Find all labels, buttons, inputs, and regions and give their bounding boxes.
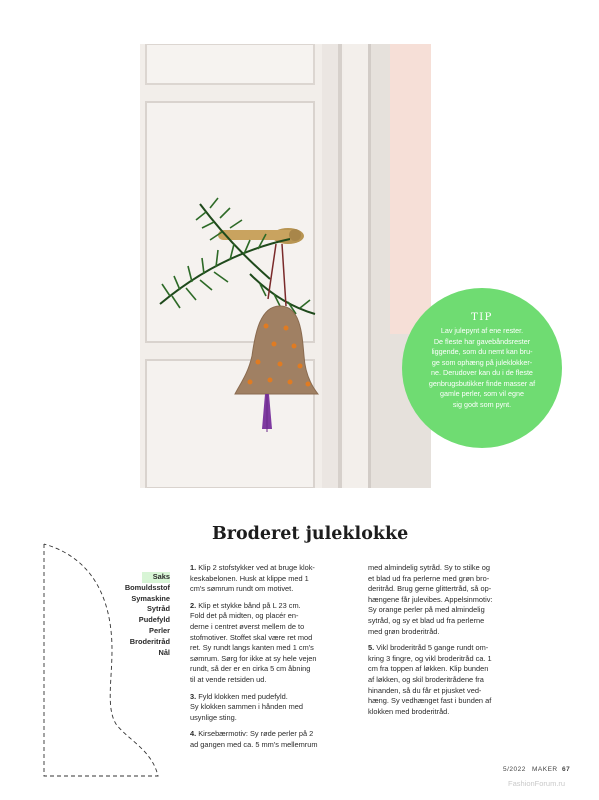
- step-line: rundt, så der er en cirka 5 cm åbning: [190, 664, 311, 674]
- tip-line: Lav julepynt af ene rester.: [440, 326, 524, 335]
- step-line: cm fra toppen af løkken. Klip bunden: [368, 664, 489, 674]
- tip-text: [416, 326, 548, 410]
- step-2: [190, 601, 362, 686]
- tip-line: genbrugsbutikker finde masser af: [428, 378, 536, 388]
- tip-line: gamle perler, som vil egne: [440, 389, 524, 398]
- material-item: Symaskine: [131, 593, 170, 603]
- step-line: keskabelonen. Husk at klippe med 1: [190, 573, 309, 583]
- step-line: kring 3 fingre, og vikl broderitråd ca. 1: [368, 653, 492, 663]
- footer-issue: 5/2022: [503, 766, 526, 773]
- instructions-column-2: [368, 563, 548, 723]
- step-line: Fyld klokken med pudefyld.: [198, 691, 288, 701]
- step-line: til at vende retsiden ud.: [190, 674, 267, 684]
- step-line: hængene får julevibes. Appelsinmotiv:: [368, 594, 493, 604]
- step-line: derne i centret øverst mellem de to: [190, 621, 305, 631]
- step-line: deritråd. Brug gerne glittertråd, så op-: [368, 584, 492, 594]
- step-line: cm's sømrum rundt om motivet.: [190, 584, 294, 594]
- step-line: af løkken, og skil broderitrådene fra: [368, 674, 484, 684]
- watermark: FashionForum.ru: [508, 779, 566, 788]
- article-title: Broderet juleklokke: [212, 524, 409, 544]
- step-number: 3.: [190, 691, 197, 701]
- tip-title: TIP: [471, 312, 493, 323]
- material-item: Bomuldsstof: [124, 582, 170, 592]
- step-line: ret. Sy rundt langs kanten med 1 cm's: [190, 643, 314, 653]
- step-line: hinanden, så du får et pjusket ved-: [368, 685, 482, 695]
- tip-line: ge som ophæng på juleklokker-: [431, 357, 533, 367]
- page-number: 67: [562, 766, 571, 773]
- step-line: Sy orange perler på med almindelig: [368, 605, 485, 615]
- footer-magazine: MAKER: [532, 766, 558, 773]
- step-line: stofmotiver. Stoffet skal være ret mod: [190, 632, 313, 642]
- step-line: klokken med broderitråd.: [368, 706, 450, 716]
- material-item: Sytråd: [146, 604, 170, 614]
- step-line: med grøn broderitråd.: [368, 626, 440, 636]
- step-line: Fold det på midten, og placér en-: [190, 611, 299, 621]
- step-number: 5.: [368, 643, 375, 653]
- step-number: 1.: [190, 563, 197, 572]
- step-5: [368, 643, 548, 717]
- material-item: Saks: [142, 572, 170, 583]
- step-line: sømrum. Sørg for ikke at sy hele vejen: [190, 653, 317, 663]
- step-line: med almindelig sytråd. Sy to stilke og: [368, 563, 490, 572]
- materials-list: [100, 572, 170, 658]
- step-1: [190, 563, 362, 595]
- step-number: 4.: [190, 729, 197, 739]
- tip-bubble: [402, 288, 562, 448]
- step-line: Klip 2 stofstykker ved at bruge klok-: [198, 563, 315, 572]
- material-item: Nål: [158, 647, 170, 657]
- material-item: Perler: [149, 625, 170, 635]
- step-line: et blad ud fra perlerne med grøn bro-: [368, 573, 490, 583]
- step-line: hæng. Sy vedhænget fast i bunden af: [368, 696, 492, 706]
- tip-line: De fleste har gavebåndsrester: [433, 336, 531, 346]
- tip-line: liggende, som du nemt kan bru-: [431, 347, 533, 356]
- hero-photo: [140, 44, 431, 488]
- step-4: [190, 729, 362, 750]
- tip-line: ne. Derudover kan du i de fleste: [431, 368, 533, 377]
- step-4-continued: [368, 563, 548, 637]
- tip-line: sig godt som pynt.: [452, 399, 512, 409]
- step-line: ad gangen med ca. 5 mm's mellemrum: [190, 739, 318, 749]
- material-item: Pudefyld: [138, 615, 170, 625]
- instructions-column-1: [190, 563, 362, 757]
- step-line: Vikl broderitråd 5 gange rundt om-: [376, 643, 489, 653]
- step-line: sytråd, og sy et blad ud fra perlerne: [368, 615, 485, 625]
- material-item: Broderitråd: [129, 636, 170, 646]
- step-number: 2.: [190, 600, 197, 610]
- step-line: Kirsebærmotiv: Sy røde perler på 2: [198, 729, 314, 739]
- step-line: Sy klokken sammen i hånden med: [190, 702, 303, 712]
- step-3: [190, 692, 362, 724]
- step-line: usynlige sting.: [190, 712, 237, 722]
- step-line: Klip et stykke bånd på L 23 cm.: [198, 600, 301, 610]
